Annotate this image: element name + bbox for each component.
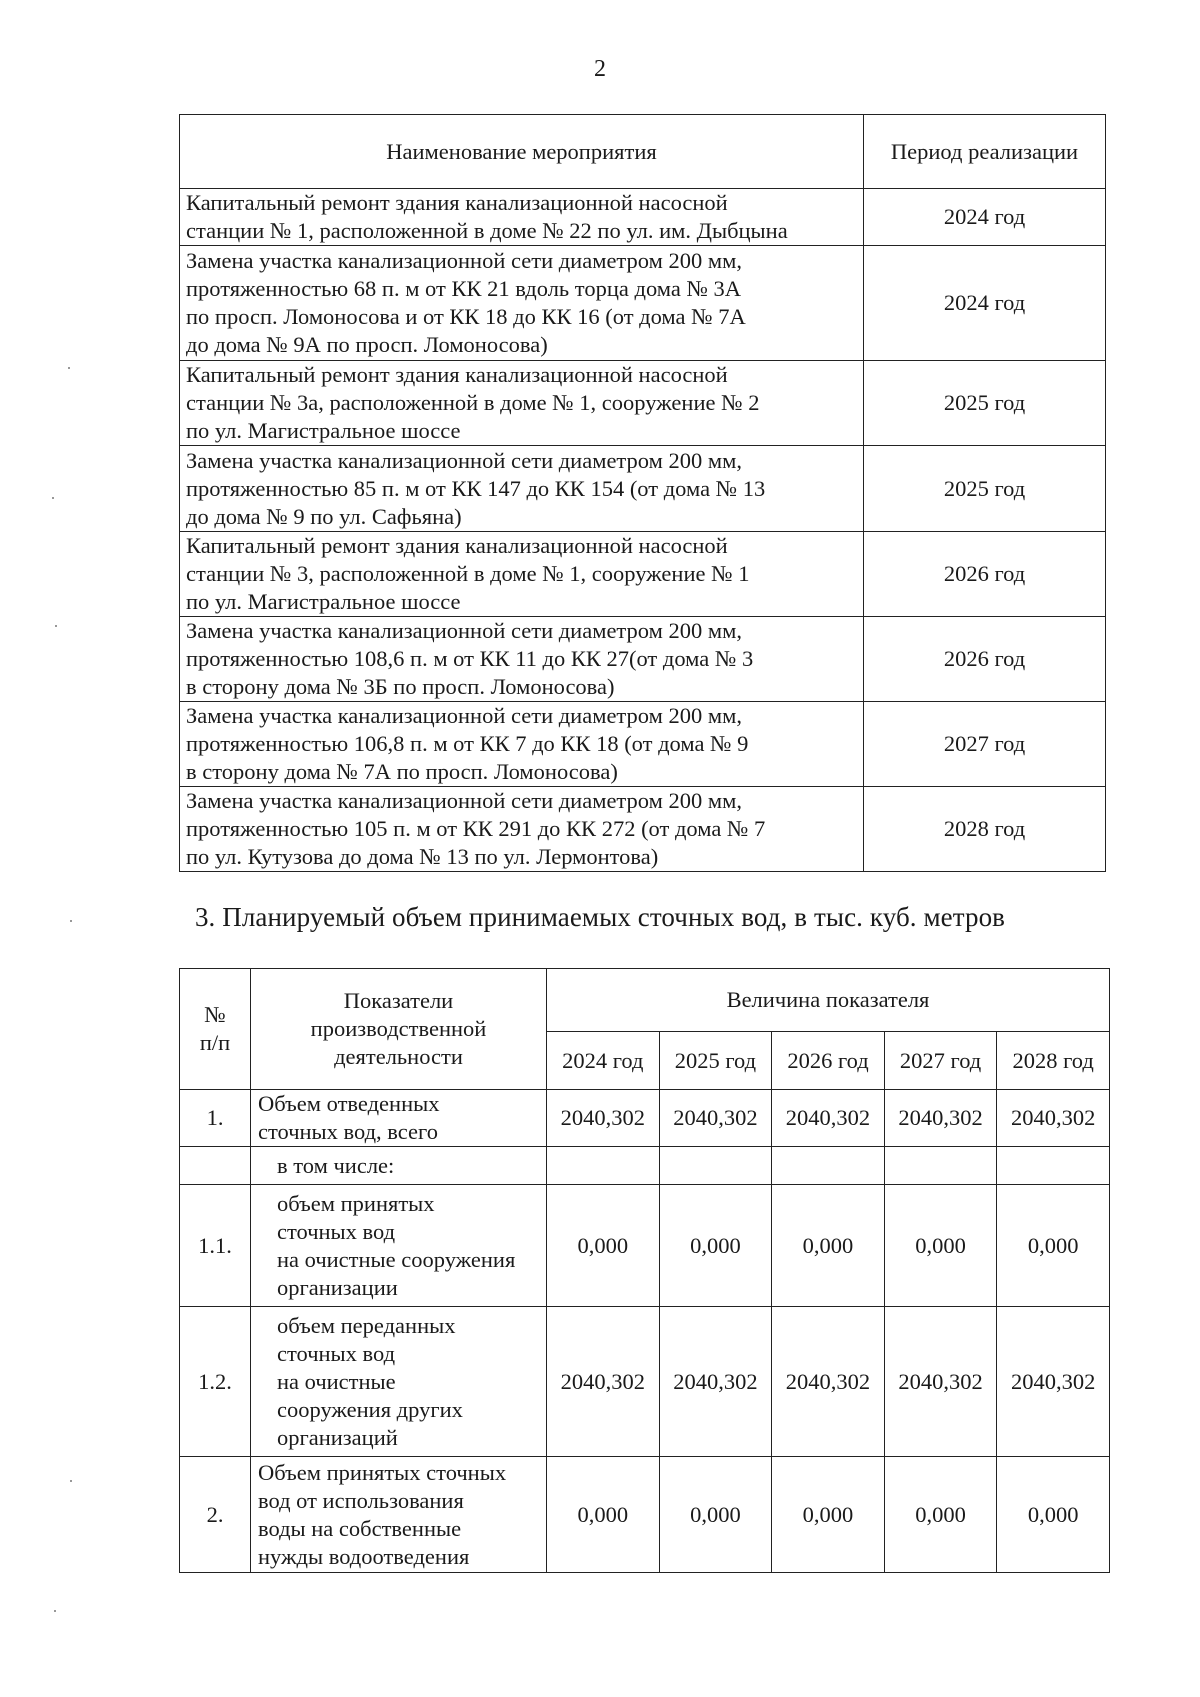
table-row [180,1090,1110,1147]
indicator-value: 2040,302 [772,1307,885,1457]
scan-speck [70,1480,72,1482]
header-year: 2028 год [997,1032,1110,1090]
row-number: 1.1. [180,1185,251,1307]
table-row [180,617,1106,702]
scan-speck [52,497,54,499]
event-name: Замена участка канализационной сети диаметром 200 мм, протяженностью 68 п. м от КК 21 вдоль торца дома № 3А по просп. Ломоносова и от КК 18 до КК 16 (от дома № 7А до дома № 9А по просп. Ломоносова) [180,246,864,361]
indicator-value [997,1147,1110,1185]
indicator-name: объем принятых сточных вод на очистные сооружения организации [251,1185,547,1307]
table-row [180,1307,1110,1457]
table-row [180,1185,1110,1307]
table-row [180,702,1106,787]
indicator-name: Объем принятых сточных вод от использования воды на собственные нужды водоотведения [251,1457,547,1573]
event-name: Замена участка канализационной сети диаметром 200 мм, протяженностью 85 п. м от КК 147 до КК 154 (от дома № 13 до дома № 9 по ул. Сафьяна) [180,446,864,532]
indicator-name: объем переданных сточных вод на очистные сооружения других организаций [251,1307,547,1457]
indicator-value [547,1147,660,1185]
volume-table [179,968,1110,1573]
indicator-value [659,1147,772,1185]
header-year: 2027 год [884,1032,997,1090]
header-year: 2025 год [659,1032,772,1090]
indicator-name: Объем отведенных сточных вод, всего [251,1090,547,1147]
indicator-value: 2040,302 [884,1090,997,1147]
event-name: Замена участка канализационной сети диаметром 200 мм, протяженностью 108,6 п. м от КК 11 до КК 27(от дома № 3 в сторону дома № 3Б по просп. Ломоносова) [180,617,864,702]
indicator-value: 2040,302 [997,1090,1110,1147]
scan-speck [55,625,57,627]
events-table [179,114,1106,872]
header-row-number: № п/п [180,969,251,1090]
indicator-value: 2040,302 [547,1307,660,1457]
row-number: 2. [180,1457,251,1573]
event-period: 2027 год [864,702,1106,787]
table-row [180,361,1106,446]
indicator-value: 0,000 [659,1457,772,1573]
table-row [180,246,1106,361]
row-number: 1. [180,1090,251,1147]
table-row [180,189,1106,246]
indicator-value: 0,000 [659,1185,772,1307]
table-row [180,787,1106,872]
table-row [180,446,1106,532]
events-header-name: Наименование мероприятия [180,115,864,189]
table-row [180,532,1106,617]
event-period: 2026 год [864,532,1106,617]
page-number: 2 [594,56,606,82]
event-name: Капитальный ремонт здания канализационной насосной станции № 3, расположенной в доме № 1, сооружение № 1 по ул. Магистральное шоссе [180,532,864,617]
volume-header-row-top [180,969,1110,1032]
indicator-value: 0,000 [547,1457,660,1573]
scan-speck [70,920,72,922]
indicator-value: 2040,302 [997,1307,1110,1457]
indicator-value: 2040,302 [772,1090,885,1147]
indicator-value: 2040,302 [547,1090,660,1147]
event-period: 2028 год [864,787,1106,872]
indicator-value: 0,000 [772,1185,885,1307]
header-indicator: Показатели производственной деятельности [251,969,547,1090]
event-period: 2026 год [864,617,1106,702]
indicator-value: 0,000 [547,1185,660,1307]
event-period: 2024 год [864,246,1106,361]
event-name: Капитальный ремонт здания канализационной насосной станции № 1, расположенной в доме № 22 по ул. им. Дыбцына [180,189,864,246]
indicator-value: 0,000 [997,1185,1110,1307]
row-number: 1.2. [180,1307,251,1457]
indicator-value: 2040,302 [659,1090,772,1147]
section-title: 3. Планируемый объем принимаемых сточных вод, в тыс. куб. метров [194,902,1006,932]
indicator-value: 0,000 [884,1185,997,1307]
event-period: 2024 год [864,189,1106,246]
table-row [180,1147,1110,1185]
indicator-name: в том числе: [251,1147,547,1185]
indicator-value: 2040,302 [884,1307,997,1457]
header-value-group: Величина показателя [547,969,1110,1032]
indicator-value: 0,000 [884,1457,997,1573]
indicator-value: 2040,302 [659,1307,772,1457]
indicator-value [772,1147,885,1185]
event-period: 2025 год [864,361,1106,446]
event-period: 2025 год [864,446,1106,532]
indicator-value: 0,000 [772,1457,885,1573]
event-name: Замена участка канализационной сети диаметром 200 мм, протяженностью 105 п. м от КК 291 до КК 272 (от дома № 7 по ул. Кутузова до дома № 13 по ул. Лермонтова) [180,787,864,872]
table-row [180,1457,1110,1573]
indicator-value [884,1147,997,1185]
indicator-value: 0,000 [997,1457,1110,1573]
event-name: Капитальный ремонт здания канализационной насосной станции № 3а, расположенной в доме № 1, сооружение № 2 по ул. Магистральное шоссе [180,361,864,446]
header-year: 2024 год [547,1032,660,1090]
header-year: 2026 год [772,1032,885,1090]
scan-speck [54,1610,56,1612]
row-number [180,1147,251,1185]
scan-speck [68,367,70,369]
events-table-header-row [180,115,1106,189]
events-header-period: Период реализации [864,115,1106,189]
event-name: Замена участка канализационной сети диаметром 200 мм, протяженностью 106,8 п. м от КК 7 до КК 18 (от дома № 9 в сторону дома № 7А по просп. Ломоносова) [180,702,864,787]
